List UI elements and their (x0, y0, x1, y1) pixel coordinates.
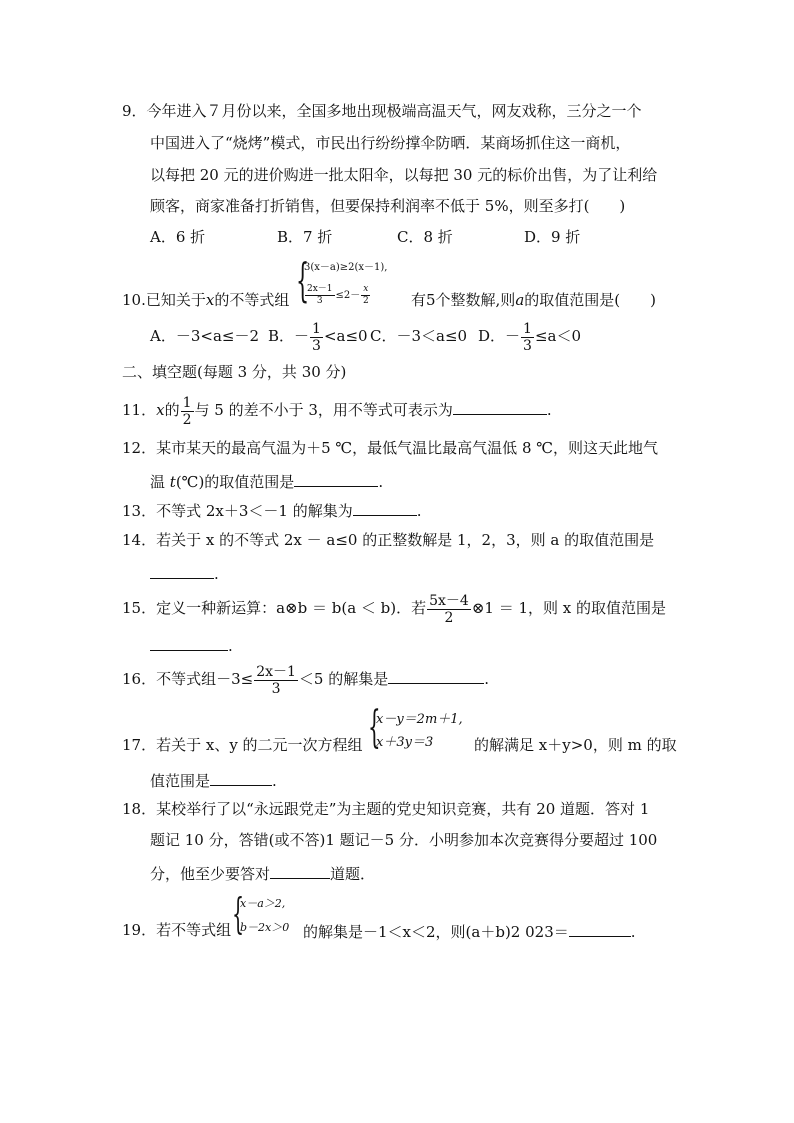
q10-post1: 有5个整数解,则 (411, 291, 516, 309)
q16-den: 3 (271, 680, 281, 697)
q10-row2-numerator: 2x－1 (307, 284, 333, 294)
q13-end: . (416, 502, 422, 520)
q19-row1: x－a＞2, (240, 897, 286, 910)
q10-optd-num: 1 (523, 320, 532, 337)
q16-num: 2x－1 (256, 663, 296, 680)
q10-stem-end (411, 290, 656, 310)
q15-post: ⊗1 ＝ 1，则 x 的取值范围是 (471, 599, 667, 617)
q11-end: . (546, 401, 552, 419)
q17-equation-system (368, 702, 463, 753)
q15-pre: 15．定义一种新运算：a⊗b ＝ b(a ＜ b)．若 (122, 599, 427, 617)
q10-brace: { (296, 253, 310, 307)
q12-answer-blank[interactable] (294, 470, 378, 487)
q11-den: 2 (182, 411, 192, 428)
q9-line2: 中国进入了“烧烤”模式，市民出行纷纷撑伞防晒．某商场抓住这一商机， (150, 134, 631, 152)
q18-line1: 18．某校举行了以“永远跟党走”为主题的党史知识竞赛，共有 20 道题．答对 1 (122, 800, 650, 818)
q10-optb-post: <a≤0 (323, 327, 368, 345)
q13 (122, 499, 422, 521)
q12-line2 (150, 470, 383, 492)
q12-end: . (378, 473, 384, 491)
q12-l2-post: (℃)的取值范围是 (175, 473, 295, 491)
q11-num: 1 (182, 394, 192, 411)
q11-answer-blank[interactable] (453, 398, 547, 415)
q9-option-d: D．9 折 (524, 228, 581, 246)
q10-row2-rel: ≤2－ (335, 290, 361, 301)
q12-line1: 12．某市某天的最高气温为＋5 ℃，最低气温比最高气温低 8 ℃，则这天此地气 (122, 439, 659, 457)
q9-line1: 9．今年进入７月份以来，全国多地出现极端高温天气，网友戏称，三分之一个 (122, 102, 642, 120)
q10-option-c: C．－3＜a≤0 (370, 327, 468, 345)
q17-l2: 值范围是 (150, 772, 211, 790)
q17-brace: { (368, 702, 381, 753)
q10-optd-post: ≤a＜0 (534, 327, 582, 345)
q15-num: 5x－4 (429, 592, 469, 609)
q10-optd-den: 3 (523, 337, 532, 354)
q10-optb-pre: B．－ (268, 327, 310, 345)
q16-end: . (484, 670, 490, 688)
q19-end: . (630, 923, 636, 941)
q15-line2 (150, 634, 233, 656)
q10-row2-x: x (363, 284, 369, 294)
q17-end: . (272, 772, 277, 790)
q13-answer-blank[interactable] (353, 499, 417, 516)
section-heading: 二、填空题(每题 3 分，共 30 分) (122, 363, 347, 381)
q10-option-d (478, 318, 581, 354)
q10-var-x: x (205, 291, 215, 309)
q10-system-row1: 3(x－a)≥2(x－1), (304, 262, 388, 273)
q14-answer-blank[interactable] (150, 562, 214, 579)
q18-line2: 题记 10 分，答错(或不答)1 题记－5 分．小明参加本次竞赛得分要超过 100 (150, 831, 658, 849)
q16 (122, 661, 489, 697)
q19-row2: b－2x＞0 (240, 921, 290, 934)
q10-optd-pre: D．－ (478, 327, 521, 345)
q15-den: 2 (444, 609, 454, 626)
q17-row1: x－y＝2m＋1, (376, 712, 463, 727)
q15-answer-blank[interactable] (150, 634, 228, 651)
q19-inequality-system (232, 889, 290, 938)
q11 (122, 392, 552, 428)
q14-line2 (150, 562, 219, 584)
q12-var-t: t (169, 473, 176, 491)
q11-de: 的 (164, 401, 180, 419)
q17-answer-blank[interactable] (210, 769, 272, 786)
q18-line3 (150, 862, 375, 884)
q17-row2: x＋3y＝3 (376, 735, 434, 750)
q19-brace: { (232, 889, 245, 938)
q9-line3: 以每把 20 元的进价购进一批太阳伞，以每把 30 元的标价出售，为了让利给 (150, 166, 658, 184)
q17-pre: 17．若关于 x、y 的二元一次方程组 (122, 736, 363, 754)
q11-number: 11． (122, 401, 157, 419)
q10-var-a: a (515, 291, 525, 309)
q12-l2-pre: 温 (150, 473, 170, 491)
q9-option-b: B．7 折 (277, 228, 333, 246)
q19-post (303, 920, 636, 942)
q13-text: 13．不等式 2x＋3＜－1 的解集为 (122, 502, 353, 520)
q10-optb-num: 1 (312, 320, 321, 337)
q9-option-a: A．6 折 (150, 228, 206, 246)
q10-row2-denominator: 3 (316, 296, 323, 306)
q10-stem (122, 290, 289, 310)
q11-var-x: x (156, 401, 165, 419)
q9-option-c: C．8 折 (397, 228, 453, 246)
q15-line1 (122, 590, 666, 626)
q10-pre: 10.已知关于 (122, 291, 206, 309)
q18-l3-pre: 分，他至少要答对 (150, 865, 271, 883)
q10-post2: 的取值范围是( ) (524, 291, 656, 309)
q10-inequality-system (296, 253, 388, 307)
q16-answer-blank[interactable] (388, 667, 484, 684)
q17-post: 的解满足 x＋y>0，则 m 的取 (474, 736, 677, 754)
q17-line2 (150, 769, 277, 791)
q11-text: 与 5 的差不小于 3，用不等式可表示为 (194, 401, 453, 419)
q19-pre: 19．若不等式组 (122, 921, 232, 939)
q18-l3-post: 道题． (330, 865, 376, 883)
q18-answer-blank[interactable] (270, 862, 330, 879)
q10-row2-2: 2 (362, 296, 369, 306)
q19-post-text: 的解集是－1＜x＜2，则(a＋b)2 023＝ (303, 923, 569, 941)
q16-post: ＜5 的解集是 (298, 670, 389, 688)
q15-end: . (228, 637, 233, 655)
q10-optb-den: 3 (312, 337, 321, 354)
q19-answer-blank[interactable] (569, 920, 631, 937)
q10-mid: 的不等式组 (214, 291, 290, 309)
q10-option-a: A．－3<a≤－2 (150, 327, 259, 345)
q14-end: . (214, 565, 219, 583)
q10-option-b (268, 318, 368, 354)
q9-line4: 顾客，商家准备打折销售，但要保持利润率不低于 5%，则至多打( ) (150, 197, 626, 215)
q14-line1: 14．若关于 x 的不等式 2x － a≤0 的正整数解是 1，2，3，则 a 的取值范围是 (122, 531, 655, 549)
q10-system-row2 (304, 285, 388, 306)
q16-pre: 16．不等式组－3≤ (122, 670, 254, 688)
